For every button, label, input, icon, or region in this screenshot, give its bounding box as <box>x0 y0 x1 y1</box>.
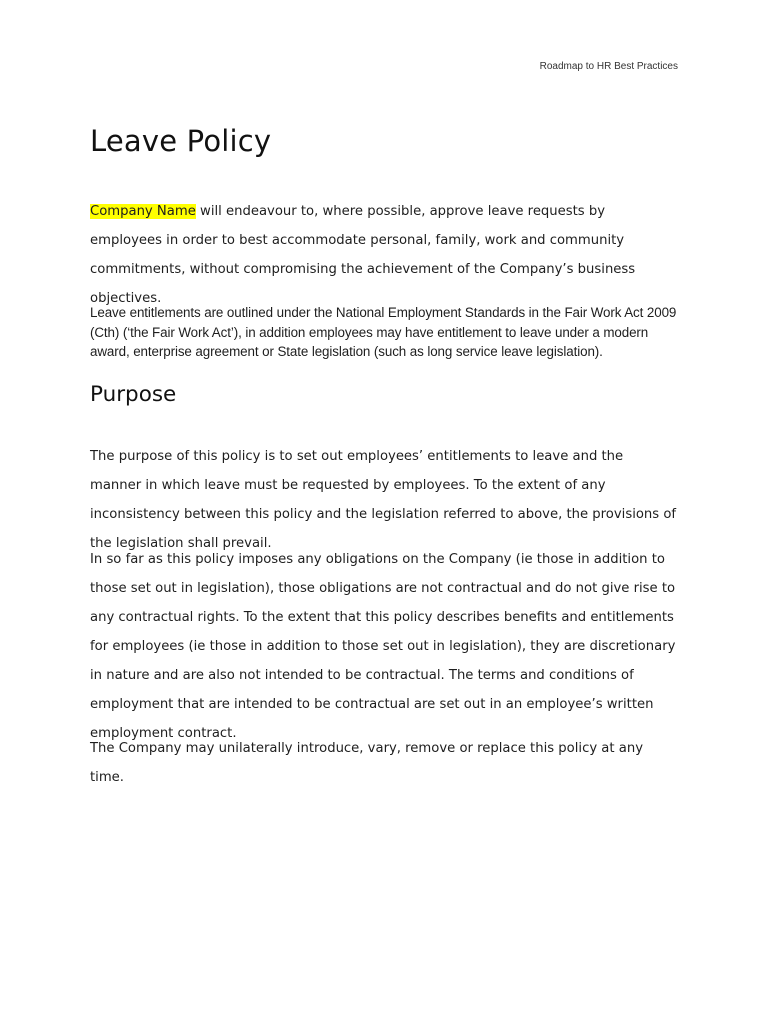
purpose-paragraph-1: The purpose of this policy is to set out employees’ entitlements to leave and the manner in which leave must be requested by employees. To the extent of any inconsistency between this policy and the legislation referred to above, the provisions of the legislation shall prevail. <box>90 449 677 551</box>
running-header: Roadmap to HR Best Practices <box>539 61 678 72</box>
purpose-heading: Purpose <box>90 382 177 407</box>
intro-paragraph <box>90 197 678 313</box>
purpose-paragraph-3: The Company may unilaterally introduce, vary, remove or replace this policy at any time. <box>90 741 643 785</box>
purpose-paragraph-2: In so far as this policy imposes any obligations on the Company (ie those in addition to those set out in legislation), those obligations are not contractual and do not give rise to any contractual rights. To the extent that this policy describes benefits and entitlements for employees (ie those in addition to those set out in legislation), they are discretionary in nature and are also not intended to be contractual. The terms and conditions of employment that are intended to be contractual are set out in an employee’s written employment contract. <box>90 552 676 741</box>
entitlements-paragraph: Leave entitlements are outlined under the National Employment Standards in the Fair Work Act 2009 (Cth) (‘the Fair Work Act’), in addition employees may have entitlement to leave under a modern award, enterprise agreement or State legislation (such as long service leave legislation). <box>90 305 677 360</box>
page-title: Leave Policy <box>90 124 272 158</box>
company-name-placeholder: Company Name <box>90 204 196 219</box>
intro-text: will endeavour to, where possible, approve leave requests by employees in order to best accommodate personal, family, work and community commitments, without compromising the achievement of the Company’s business objectives. <box>90 204 636 306</box>
